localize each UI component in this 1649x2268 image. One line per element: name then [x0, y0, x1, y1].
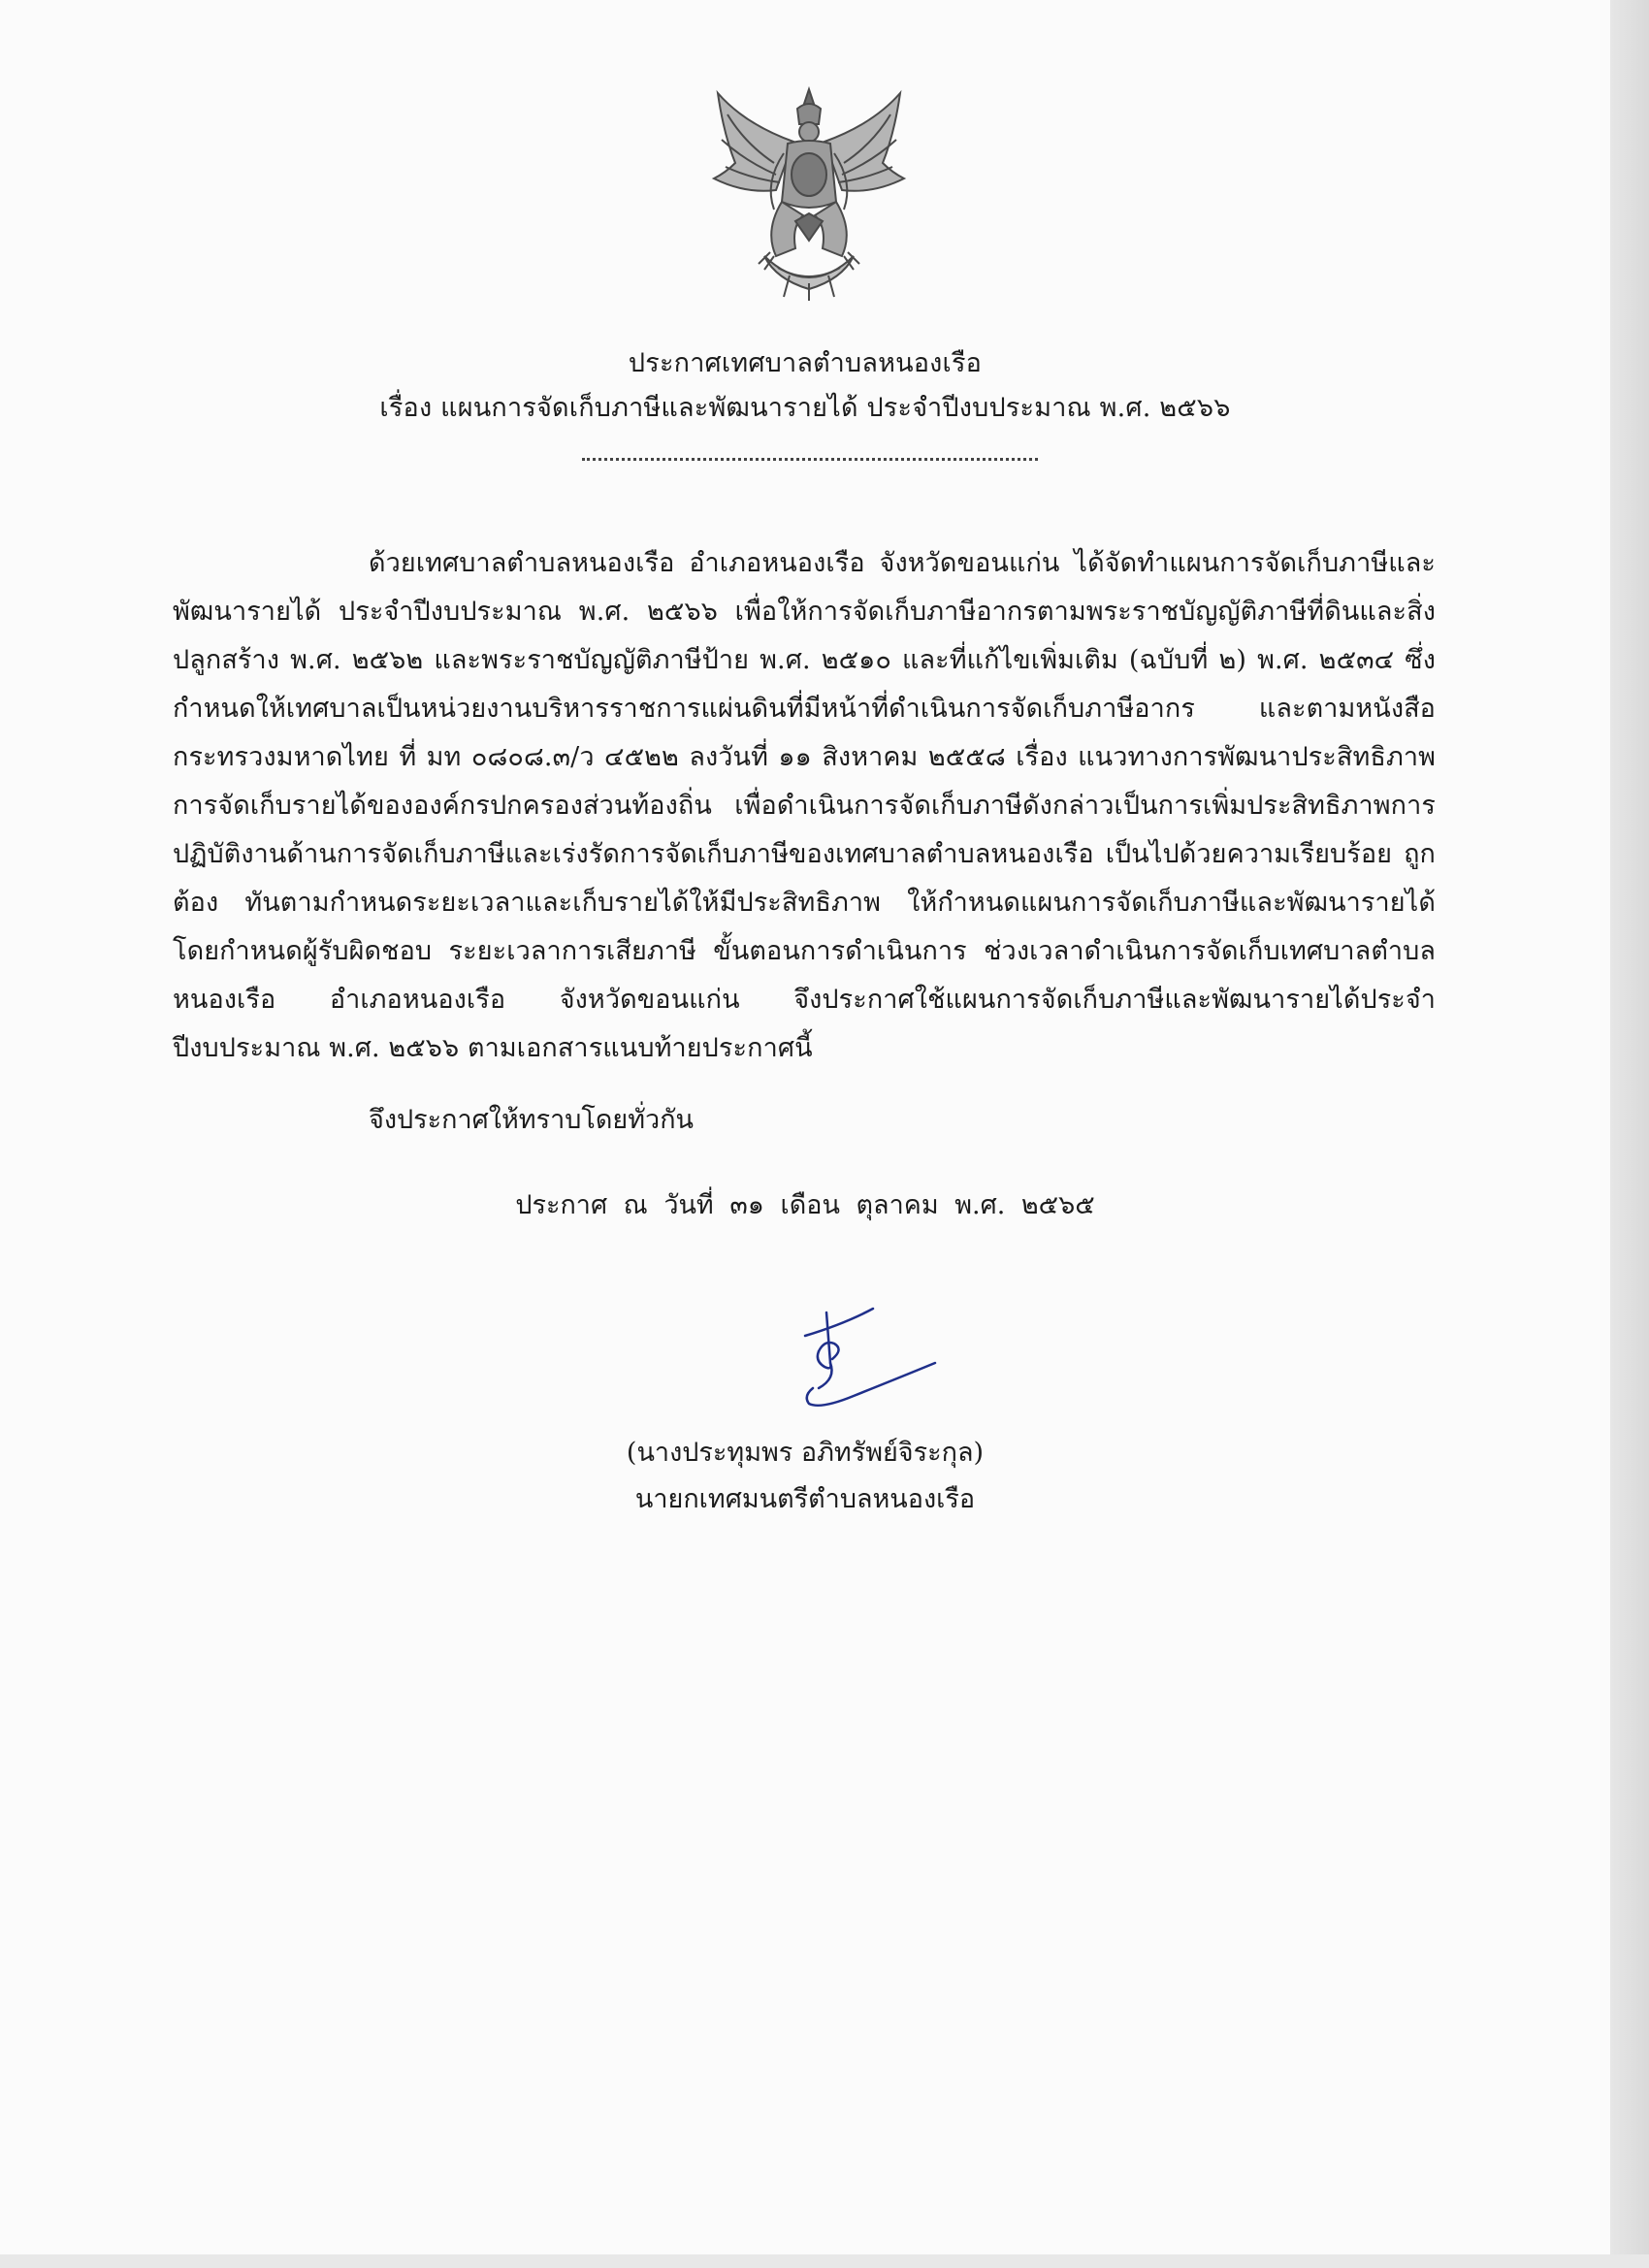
announcement-title: ประกาศเทศบาลตำบลหนองเรือ: [628, 348, 983, 378]
body-paragraph: ด้วยเทศบาลตำบลหนองเรือ อำเภอหนองเรือ จังหวัดขอนแก่น ได้จัดทำแผนการจัดเก็บภาษีและพัฒนารายได้ ประจำปีงบประมาณ พ.ศ. ๒๕๖๖ เพื่อให้การจัดเก็บภาษีอากรตามพระราชบัญญัติภาษีที่ดินและสิ่งปลูกสร้าง พ.ศ. ๒๕๖๒ และพระราชบัญญัติภาษีป้าย พ.ศ. ๒๕๑๐ และที่แก้ไขเพิ่มเติม (ฉบับที่ ๒) พ.ศ. ๒๕๓๔ ซึ่งกำหนดให้เทศบาลเป็นหน่วยงานบริหารราชการแผ่นดินที่มีหน้าที่ดำเนินการจัดเก็บภาษีอากร และตามหนังสือกระทรวงมหาดไทย ที่ มท ๐๘๐๘.๓/ว ๔๕๒๒ ลงวันที่ ๑๑ สิงหาคม ๒๕๕๘ เรื่อง แนวทางการพัฒนาประสิทธิภาพการจัดเก็บรายได้ขององค์กรปกครองส่วนท้องถิ่น เพื่อดำเนินการจัดเก็บภาษีดังกล่าวเป็นการเพิ่มประสิทธิภาพการปฏิบัติงานด้านการจัดเก็บภาษีและเร่งรัดการจัดเก็บภาษีของเทศบาลตำบลหนองเรือ เป็นไปด้วยความเรียบร้อย ถูกต้อง ทันตามกำหนดระยะเวลาและเก็บรายได้ให้มีประสิทธิภาพ ให้กำหนดแผนการจัดเก็บภาษีและพัฒนารายได้ โดยกำหนดผู้รับผิดชอบ ระยะเวลาการเสียภาษี ขั้นตอนการดำเนินการ ช่วงเวลาดำเนินการจัดเก็บเทศบาลตำบลหนองเรือ อำเภอหนองเรือ จังหวัดขอนแก่น จึงประกาศใช้แผนการจัดเก็บภาษีและพัฒนารายได้ประจำปีงบประมาณ พ.ศ. ๒๕๖๖ ตามเอกสารแนบท้ายประกาศนี้: [173, 548, 1436, 1063]
announcement-header: [0, 341, 1610, 431]
handwritten-signature: [776, 1295, 951, 1421]
announcement-date: ประกาศ ณ วันที่ ๓๑ เดือน ตุลาคม พ.ศ. ๒๕๖๕: [515, 1190, 1095, 1220]
signatory-position: นายกเทศมนตรีตำบลหนองเรือ: [634, 1484, 976, 1514]
announcement-subject: เรื่อง แผนการจัดเก็บภาษีและพัฒนารายได้ ประจำปีงบประมาณ พ.ศ. ๒๕๖๖: [379, 393, 1231, 423]
scan-bottom-edge: [0, 2254, 1649, 2268]
scan-edge: [1610, 0, 1649, 2268]
signatory-name: (นางประทุมพร อภิทรัพย์จิระกุล): [626, 1438, 985, 1468]
dotted-divider: [582, 458, 1038, 461]
signatory-block: [0, 1430, 1610, 1523]
garuda-emblem-icon: [706, 85, 912, 304]
closing-statement: จึงประกาศให้ทราบโดยทั่วกัน: [369, 1105, 694, 1135]
